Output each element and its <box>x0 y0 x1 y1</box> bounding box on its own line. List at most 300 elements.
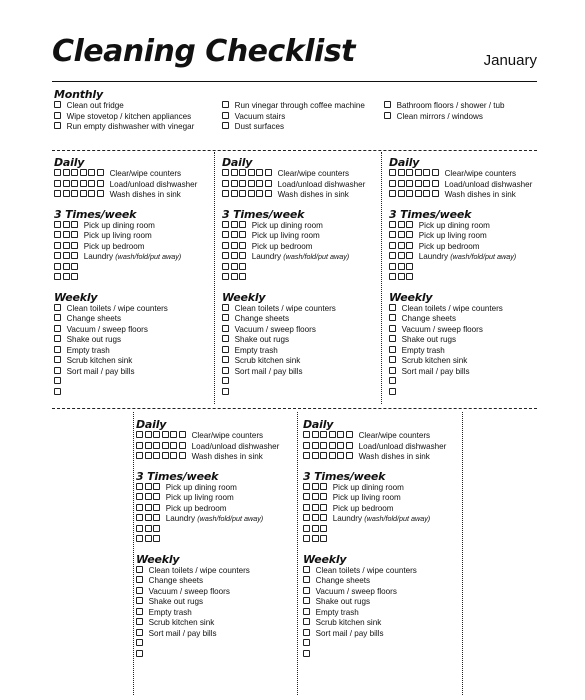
checkbox[interactable] <box>231 190 238 197</box>
checkbox[interactable] <box>329 431 336 438</box>
checkbox[interactable] <box>63 252 70 259</box>
checkbox[interactable] <box>153 525 160 532</box>
weekly-item <box>222 356 382 367</box>
checkbox[interactable] <box>71 231 78 238</box>
checkbox[interactable] <box>423 180 430 187</box>
checkbox[interactable] <box>222 101 229 108</box>
daily-item-label: Wash dishes in sink <box>277 190 349 199</box>
three-times-item-blank <box>303 535 463 546</box>
checkbox[interactable] <box>145 504 152 511</box>
checkbox[interactable] <box>145 442 152 449</box>
checkbox[interactable] <box>389 273 396 280</box>
weekly-item <box>389 325 549 336</box>
checkbox[interactable] <box>63 169 70 176</box>
checkbox[interactable] <box>71 190 78 197</box>
checkbox[interactable] <box>406 273 413 280</box>
checkbox[interactable] <box>222 252 229 259</box>
checkbox[interactable] <box>248 190 255 197</box>
checkbox[interactable] <box>329 442 336 449</box>
checkbox[interactable] <box>231 180 238 187</box>
checkbox[interactable] <box>346 442 353 449</box>
checkbox[interactable] <box>136 493 143 500</box>
checkbox[interactable] <box>136 587 143 594</box>
checkbox[interactable] <box>54 101 61 108</box>
checkbox[interactable] <box>389 335 396 342</box>
checkbox[interactable] <box>398 252 405 259</box>
checkbox[interactable] <box>329 452 336 459</box>
checkbox[interactable] <box>54 122 61 129</box>
checkbox[interactable] <box>97 180 104 187</box>
checkbox[interactable] <box>303 587 310 594</box>
checkbox[interactable] <box>248 169 255 176</box>
checkbox[interactable] <box>136 629 143 636</box>
checkbox[interactable] <box>179 452 186 459</box>
checkbox[interactable] <box>97 190 104 197</box>
checkbox[interactable] <box>63 221 70 228</box>
checkbox[interactable] <box>384 101 391 108</box>
three-times-item-label: Pick up dining room <box>83 220 155 230</box>
weekly-item-label: Scrub kitchen sink <box>66 356 133 365</box>
checkbox[interactable] <box>406 221 413 228</box>
checkbox[interactable] <box>389 367 396 374</box>
checkbox[interactable] <box>88 169 95 176</box>
checkbox[interactable] <box>222 335 229 342</box>
checkbox[interactable] <box>179 442 186 449</box>
three-times-week-heading: 3 Times/week <box>54 207 137 221</box>
checkbox[interactable] <box>256 169 263 176</box>
weekly-item-label: Shake out rugs <box>401 335 457 344</box>
checkbox[interactable] <box>432 169 439 176</box>
checkbox[interactable] <box>222 231 229 238</box>
weekly-item-blank <box>222 388 382 399</box>
checkbox[interactable] <box>239 180 246 187</box>
checkbox[interactable] <box>346 452 353 459</box>
checkbox[interactable] <box>303 639 310 646</box>
three-times-item-label: Pick up living room <box>332 493 401 502</box>
checkbox[interactable] <box>303 629 310 636</box>
checkbox[interactable] <box>54 314 61 321</box>
checkbox[interactable] <box>63 190 70 197</box>
checkbox[interactable] <box>406 180 413 187</box>
checkbox[interactable] <box>145 493 152 500</box>
checkbox[interactable] <box>398 263 405 270</box>
checkbox[interactable] <box>303 566 310 573</box>
checkbox[interactable] <box>389 242 396 249</box>
checkbox[interactable] <box>303 514 310 521</box>
checkbox[interactable] <box>136 431 143 438</box>
checkbox[interactable] <box>88 180 95 187</box>
monthly-column-3 <box>384 101 534 133</box>
checkbox[interactable] <box>303 608 310 615</box>
checkbox[interactable] <box>312 514 319 521</box>
checkbox[interactable] <box>136 525 143 532</box>
checkbox[interactable] <box>54 180 61 187</box>
checkbox[interactable] <box>222 325 229 332</box>
checkbox[interactable] <box>54 273 61 280</box>
laundry-note: (wash/fold/put away) <box>283 252 350 261</box>
checkbox[interactable] <box>389 231 396 238</box>
checkbox[interactable] <box>239 231 246 238</box>
checkbox[interactable] <box>389 304 396 311</box>
checkbox[interactable] <box>136 618 143 625</box>
checkbox[interactable] <box>136 608 143 615</box>
checkbox[interactable] <box>415 180 422 187</box>
checkbox[interactable] <box>337 442 344 449</box>
checkbox[interactable] <box>80 169 87 176</box>
checkbox[interactable] <box>303 525 310 532</box>
checkbox[interactable] <box>145 452 152 459</box>
checkbox[interactable] <box>389 252 396 259</box>
checkbox[interactable] <box>423 190 430 197</box>
checkbox[interactable] <box>88 190 95 197</box>
daily-item <box>303 431 463 442</box>
three-times-item-blank <box>222 263 382 274</box>
three-times-item <box>389 252 549 263</box>
checkbox[interactable] <box>145 535 152 542</box>
checkbox[interactable] <box>398 273 405 280</box>
weekly-item-label: Change sheets <box>401 314 457 323</box>
checkbox[interactable] <box>222 112 229 119</box>
checkbox[interactable] <box>398 221 405 228</box>
checkbox[interactable] <box>231 169 238 176</box>
checkbox[interactable] <box>222 242 229 249</box>
weekly-item-blank <box>136 650 296 661</box>
checkbox[interactable] <box>179 431 186 438</box>
checkbox[interactable] <box>389 180 396 187</box>
monthly-item-label: Clean mirrors / windows <box>396 111 483 121</box>
weekly-item-label: Change sheets <box>234 314 290 323</box>
checkbox[interactable] <box>389 169 396 176</box>
checkbox[interactable] <box>389 314 396 321</box>
checkbox[interactable] <box>222 314 229 321</box>
checkbox[interactable] <box>265 190 272 197</box>
checkbox[interactable] <box>145 514 152 521</box>
checkbox[interactable] <box>136 576 143 583</box>
checkbox[interactable] <box>136 535 143 542</box>
checkbox[interactable] <box>389 388 396 395</box>
checkbox[interactable] <box>320 442 327 449</box>
checkbox[interactable] <box>320 452 327 459</box>
checkbox[interactable] <box>398 180 405 187</box>
checkbox[interactable] <box>54 346 61 353</box>
checkbox[interactable] <box>432 180 439 187</box>
daily-item-label: Wash dishes in sink <box>191 452 263 461</box>
checkbox[interactable] <box>406 190 413 197</box>
checkbox[interactable] <box>222 221 229 228</box>
checkbox[interactable] <box>63 263 70 270</box>
checkbox[interactable] <box>423 169 430 176</box>
checkbox[interactable] <box>398 169 405 176</box>
checkbox[interactable] <box>136 639 143 646</box>
checkbox[interactable] <box>54 169 61 176</box>
checkbox[interactable] <box>71 252 78 259</box>
checkbox[interactable] <box>303 650 310 657</box>
checkbox[interactable] <box>145 431 152 438</box>
checkbox[interactable] <box>239 273 246 280</box>
checkbox[interactable] <box>320 483 327 490</box>
checkbox[interactable] <box>153 535 160 542</box>
weekly-item <box>136 587 296 598</box>
laundry-note: (wash/fold/put away) <box>115 252 182 261</box>
checkbox[interactable] <box>398 242 405 249</box>
checkbox[interactable] <box>222 346 229 353</box>
checkbox[interactable] <box>54 335 61 342</box>
checkbox[interactable] <box>406 242 413 249</box>
daily-item-label: Load/unload dishwasher <box>358 441 447 451</box>
weekly-item <box>303 587 463 598</box>
checkbox[interactable] <box>170 442 177 449</box>
checkbox[interactable] <box>54 263 61 270</box>
checkbox[interactable] <box>239 190 246 197</box>
checkbox[interactable] <box>54 221 61 228</box>
checkbox[interactable] <box>145 525 152 532</box>
checkbox[interactable] <box>136 442 143 449</box>
checkbox[interactable] <box>63 273 70 280</box>
three-times-item-label: Pick up living room <box>83 231 152 240</box>
daily-item-label: Wash dishes in sink <box>109 190 181 199</box>
daily-item-label: Wash dishes in sink <box>358 452 430 461</box>
checkbox[interactable] <box>97 169 104 176</box>
daily-item <box>389 180 549 191</box>
checkbox[interactable] <box>239 169 246 176</box>
checkbox[interactable] <box>312 535 319 542</box>
checkbox[interactable] <box>231 221 238 228</box>
daily-item <box>303 442 463 453</box>
weekly-item <box>389 346 549 357</box>
checkbox[interactable] <box>406 169 413 176</box>
checkbox[interactable] <box>153 483 160 490</box>
checkbox[interactable] <box>389 356 396 363</box>
checkbox[interactable] <box>312 493 319 500</box>
three-times-week-heading: 3 Times/week <box>222 207 305 221</box>
checkbox[interactable] <box>303 504 310 511</box>
monthly-columns <box>54 101 534 133</box>
checkbox[interactable] <box>162 452 169 459</box>
checkbox[interactable] <box>337 431 344 438</box>
checkbox[interactable] <box>415 169 422 176</box>
daily-item <box>389 190 549 201</box>
checkbox[interactable] <box>303 442 310 449</box>
checkbox[interactable] <box>312 525 319 532</box>
three-times-item <box>303 483 463 494</box>
checkbox[interactable] <box>389 377 396 384</box>
checkbox[interactable] <box>231 231 238 238</box>
checkbox[interactable] <box>303 576 310 583</box>
checkbox[interactable] <box>222 190 229 197</box>
daily-item <box>222 169 382 180</box>
checkbox[interactable] <box>162 431 169 438</box>
checkbox[interactable] <box>136 514 143 521</box>
weekly-item <box>54 356 214 367</box>
checkbox[interactable] <box>398 190 405 197</box>
monthly-item-label: Run vinegar through coffee machine <box>234 101 365 110</box>
weekly-item-label: Change sheets <box>148 576 204 585</box>
checkbox[interactable] <box>265 180 272 187</box>
checkbox[interactable] <box>389 263 396 270</box>
checkbox[interactable] <box>231 242 238 249</box>
checkbox[interactable] <box>239 263 246 270</box>
checkbox[interactable] <box>239 221 246 228</box>
checkbox[interactable] <box>312 504 319 511</box>
three-times-item <box>222 231 382 242</box>
checkbox[interactable] <box>63 180 70 187</box>
checkbox[interactable] <box>153 442 160 449</box>
checkbox[interactable] <box>248 180 255 187</box>
checkbox[interactable] <box>320 514 327 521</box>
checkbox[interactable] <box>432 190 439 197</box>
checkbox[interactable] <box>54 242 61 249</box>
checkbox[interactable] <box>389 221 396 228</box>
checkbox[interactable] <box>153 431 160 438</box>
three-times-item-label: Pick up dining room <box>332 482 404 492</box>
checkbox[interactable] <box>71 263 78 270</box>
checkbox[interactable] <box>389 346 396 353</box>
checkbox[interactable] <box>170 452 177 459</box>
checkbox[interactable] <box>136 504 143 511</box>
checkbox[interactable] <box>136 566 143 573</box>
checkbox[interactable] <box>136 452 143 459</box>
checkbox[interactable] <box>346 431 353 438</box>
weekly-item <box>136 566 296 577</box>
checkbox[interactable] <box>71 180 78 187</box>
checkbox[interactable] <box>320 535 327 542</box>
checkbox[interactable] <box>222 304 229 311</box>
title-divider <box>52 81 537 82</box>
checkbox[interactable] <box>54 112 61 119</box>
checkbox[interactable] <box>71 169 78 176</box>
monthly-item-label: Run empty dishwasher with vinegar <box>66 122 195 131</box>
daily-item-label: Load/unload dishwasher <box>277 179 366 189</box>
checkbox[interactable] <box>63 231 70 238</box>
daily-item-label: Clear/wipe counters <box>277 169 350 178</box>
weekly-item-label: Sort mail / pay bills <box>148 628 217 638</box>
weekly-item-blank <box>303 639 463 650</box>
checkbox[interactable] <box>54 190 61 197</box>
checkbox[interactable] <box>337 452 344 459</box>
checkbox[interactable] <box>312 442 319 449</box>
checkbox[interactable] <box>303 618 310 625</box>
checkbox[interactable] <box>312 483 319 490</box>
checkbox[interactable] <box>312 431 319 438</box>
checkbox[interactable] <box>162 442 169 449</box>
checkbox[interactable] <box>320 504 327 511</box>
three-times-item-blank <box>389 263 549 274</box>
weekly-item-label: Change sheets <box>66 314 122 323</box>
three-times-item <box>136 504 296 515</box>
checkbox[interactable] <box>222 356 229 363</box>
checkbox[interactable] <box>303 431 310 438</box>
checkbox[interactable] <box>406 263 413 270</box>
checkbox[interactable] <box>415 190 422 197</box>
checkbox[interactable] <box>256 190 263 197</box>
checkbox[interactable] <box>54 304 61 311</box>
checkbox[interactable] <box>71 273 78 280</box>
checkbox[interactable] <box>136 483 143 490</box>
checkbox[interactable] <box>153 504 160 511</box>
checkbox[interactable] <box>265 169 272 176</box>
weekly-item-blank <box>54 377 214 388</box>
checkbox[interactable] <box>231 263 238 270</box>
checkbox[interactable] <box>389 325 396 332</box>
three-times-item <box>389 242 549 253</box>
three-times-item-label: Pick up bedroom <box>83 241 145 251</box>
checkbox[interactable] <box>222 169 229 176</box>
checkbox[interactable] <box>320 431 327 438</box>
checkbox[interactable] <box>145 483 152 490</box>
checkbox[interactable] <box>153 493 160 500</box>
checkbox[interactable] <box>239 242 246 249</box>
three-times-item-label: Pick up dining room <box>251 220 323 230</box>
weekly-item-blank <box>54 388 214 399</box>
week-block-4 <box>136 418 296 660</box>
checkbox[interactable] <box>406 252 413 259</box>
checkbox[interactable] <box>320 493 327 500</box>
weekly-item <box>222 367 382 378</box>
checkbox[interactable] <box>136 597 143 604</box>
monthly-divider <box>52 150 537 151</box>
checkbox[interactable] <box>384 112 391 119</box>
checkbox[interactable] <box>406 231 413 238</box>
checkbox[interactable] <box>54 356 61 363</box>
daily-item <box>54 190 214 201</box>
checkbox[interactable] <box>153 514 160 521</box>
weekly-item-blank <box>136 639 296 650</box>
checkbox[interactable] <box>54 367 61 374</box>
checkbox[interactable] <box>389 190 396 197</box>
checkbox[interactable] <box>231 273 238 280</box>
checkbox[interactable] <box>222 180 229 187</box>
checkbox[interactable] <box>136 650 143 657</box>
weekly-item <box>222 325 382 336</box>
checkbox[interactable] <box>153 452 160 459</box>
checkbox[interactable] <box>54 377 61 384</box>
checkbox[interactable] <box>256 180 263 187</box>
checkbox[interactable] <box>303 483 310 490</box>
checkbox[interactable] <box>320 525 327 532</box>
checkbox[interactable] <box>222 122 229 129</box>
three-times-item-label: Pick up living room <box>165 493 234 502</box>
checkbox[interactable] <box>222 388 229 395</box>
checkbox[interactable] <box>54 388 61 395</box>
checkbox[interactable] <box>80 190 87 197</box>
checkbox[interactable] <box>222 263 229 270</box>
weekly-item-label: Vacuum / sweep floors <box>401 324 483 334</box>
weekly-item <box>136 629 296 640</box>
checkbox[interactable] <box>71 242 78 249</box>
checkbox[interactable] <box>303 452 310 459</box>
weekly-item <box>222 314 382 325</box>
checkbox[interactable] <box>54 231 61 238</box>
checkbox[interactable] <box>222 367 229 374</box>
checkbox[interactable] <box>312 452 319 459</box>
checkbox[interactable] <box>303 597 310 604</box>
checkbox[interactable] <box>222 273 229 280</box>
checkbox[interactable] <box>170 431 177 438</box>
checkbox[interactable] <box>222 377 229 384</box>
checkbox[interactable] <box>54 325 61 332</box>
monthly-item <box>384 101 534 112</box>
checkbox[interactable] <box>231 252 238 259</box>
checkbox[interactable] <box>398 231 405 238</box>
checkbox[interactable] <box>239 252 246 259</box>
checkbox[interactable] <box>303 535 310 542</box>
checkbox[interactable] <box>303 493 310 500</box>
checkbox[interactable] <box>63 242 70 249</box>
checkbox[interactable] <box>71 221 78 228</box>
three-times-item <box>389 231 549 242</box>
checkbox[interactable] <box>80 180 87 187</box>
checkbox[interactable] <box>54 252 61 259</box>
